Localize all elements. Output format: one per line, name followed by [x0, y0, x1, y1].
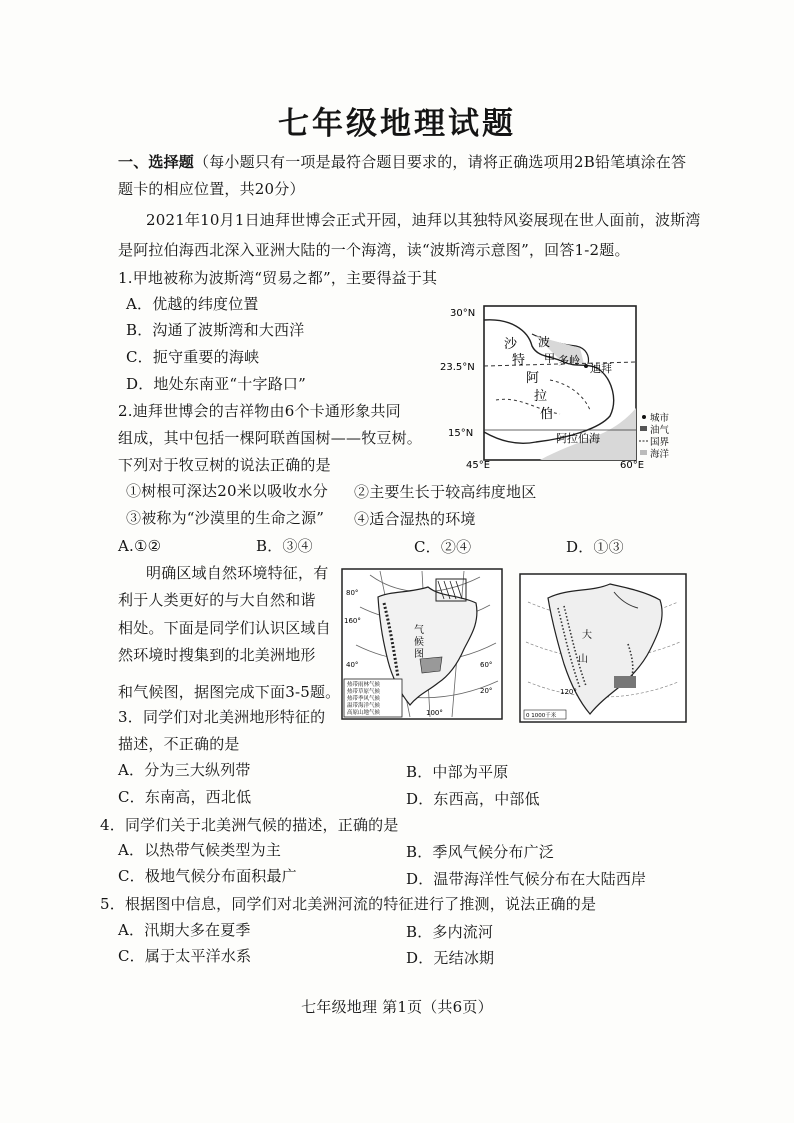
q1-stem: 1.甲地被称为波斯湾“贸易之都”，主要得益于其 — [118, 269, 438, 287]
passage2-line3: 相处。下面是同学们认识区域自 — [118, 619, 331, 637]
map2-lon-60: 60° — [480, 661, 493, 669]
q3-option-a: A．分为三大纵列带 — [118, 761, 251, 779]
q3-line2: 描述，不正确的是 — [118, 735, 240, 753]
map3-label-shan: 山 — [578, 654, 588, 665]
map3-shaded-area — [614, 676, 636, 688]
q2-statement-2: ②主要生长于较高纬度地区 — [354, 483, 537, 501]
page-title: 七年级地理试题 — [278, 106, 516, 142]
q3-line1: 3．同学们对北美洲地形特征的 — [118, 708, 326, 726]
q2-option-b: B．③④ — [256, 537, 313, 555]
q5-option-c: C．属于太平洋水系 — [118, 947, 252, 965]
map1-label-bo2: 伯 — [540, 407, 554, 422]
persian-gulf-map — [440, 300, 690, 472]
passage2-line5: 和气候图，据图完成下面3-5题。 — [118, 683, 341, 701]
q5-stem: 5．根据图中信息，同学们对北美洲河流的特征进行了推测，说法正确的是 — [100, 895, 597, 913]
passage2-line1: 明确区域自然环境特征，有 — [146, 564, 329, 582]
map2-lon-100: 100° — [426, 709, 443, 717]
q1-option-d: D．地处东南亚“十字路口” — [126, 375, 306, 393]
map1-label-jia: 甲 — [544, 352, 555, 365]
map2-lat-20: 20° — [480, 687, 493, 695]
section-heading-line — [118, 152, 686, 172]
map2-legend-1: 热带雨林气候 — [347, 682, 381, 688]
q2-line1: 2.迪拜世博会的吉祥物由6个卡通形象共同 — [118, 402, 401, 420]
map1-legend-city-icon — [642, 415, 646, 419]
section-instruction-2: 题卡的相应位置，共20分） — [118, 180, 305, 198]
map2-label-hou: 候 — [414, 637, 424, 648]
section-instruction-1: （每小题只有一项是最符合题目要求的，请将正确选项用2B铅笔填涂在答 — [194, 153, 687, 171]
passage1-line1: 2021年10月1日迪拜世博会正式开园，迪拜以其独特风姿展现在世人面前，波斯湾 — [146, 211, 701, 229]
map1-label-sha: 沙 — [504, 337, 518, 352]
map1-label-la: 拉 — [534, 389, 548, 404]
passage2-line4: 然环境时搜集到的北美洲地形 — [118, 646, 316, 664]
q2-statement-3: ③被称为“沙漠里的生命之源” — [126, 509, 325, 527]
q3-option-c: C．东南高，西北低 — [118, 788, 252, 806]
map1-lat-15: 15°N — [448, 428, 474, 439]
map1-lon-45: 45°E — [466, 460, 491, 471]
map1-label-strait: 多岭 — [558, 354, 580, 367]
q2-option-a: A.①② — [118, 537, 162, 555]
q2-statement-1: ①树根可深达20米以吸收水分 — [126, 482, 328, 500]
map1-label-bo: 波 — [538, 335, 551, 349]
q4-option-c: C．极地气候分布面积最广 — [118, 867, 297, 885]
map3-scale: 0 1000千米 — [526, 713, 557, 719]
q2-option-d: D．①③ — [566, 538, 624, 556]
q2-statement-4: ④适合湿热的环境 — [354, 510, 476, 528]
q5-option-d: D．无结冰期 — [406, 949, 495, 967]
map1-label-dubai: 迪拜 — [590, 362, 612, 375]
map2-label-tu: 图 — [414, 649, 424, 660]
q2-option-c: C．②④ — [414, 538, 472, 556]
map1-legend-border: 国界 — [650, 437, 670, 448]
map2-legend-4: 温带海洋气候 — [347, 703, 381, 709]
north-america-terrain-map — [518, 572, 688, 724]
map2-lat-40: 40° — [346, 661, 359, 669]
q3-option-d: D．东西高，中部低 — [406, 790, 540, 808]
north-america-climate-map — [340, 567, 504, 721]
page-footer: 七年级地理 第1页（共6页） — [301, 998, 493, 1016]
q4-option-b: B．季风气候分布广泛 — [406, 843, 555, 861]
map1-lat-30: 30°N — [450, 308, 476, 319]
map1-legend-ocean-icon — [640, 450, 647, 455]
map1-legend-oil: 油气 — [650, 425, 670, 436]
map1-legend-ocean: 海洋 — [650, 449, 670, 460]
map2-label-qi: 气 — [414, 625, 424, 636]
map1-legend-oil-icon — [640, 426, 647, 431]
q2-line3: 下列对于牧豆树的说法正确的是 — [118, 456, 331, 474]
q5-option-b: B．多内流河 — [406, 923, 494, 941]
map1-label-te: 特 — [512, 353, 526, 368]
q4-stem: 4．同学们关于北美洲气候的描述，正确的是 — [100, 816, 399, 834]
q1-option-c: C．扼守重要的海峡 — [126, 348, 260, 366]
map2-legend-3: 热带季风气候 — [347, 696, 381, 702]
section-heading: 一、选择题 — [118, 153, 195, 171]
passage2-line2: 利于人类更好的与大自然和谐 — [118, 591, 316, 609]
map2-lat-80: 80° — [346, 589, 359, 597]
map3-lon-120: 120° — [560, 688, 577, 696]
map1-dubai-dot — [584, 364, 588, 368]
q1-option-a: A．优越的纬度位置 — [126, 295, 259, 313]
q4-option-a: A．以热带气候类型为主 — [118, 841, 282, 859]
map2-legend-5: 高原山地气候 — [347, 710, 381, 716]
map1-lat-23: 23.5°N — [440, 362, 475, 373]
map2-lat-160: 160° — [344, 617, 361, 625]
map2-legend-2: 热带草原气候 — [347, 689, 381, 695]
map1-label-arab-sea: 阿拉伯海 — [556, 432, 600, 445]
q5-option-a: A．汛期大多在夏季 — [118, 921, 251, 939]
q2-line2: 组成，其中包括一棵阿联酋国树——牧豆树。 — [118, 429, 423, 447]
map3-label-da: 大 — [582, 630, 592, 641]
q4-option-d: D．温带海洋性气候分布在大陆西岸 — [406, 870, 647, 888]
q1-option-b: B．沟通了波斯湾和大西洋 — [126, 321, 305, 339]
map1-legend-city: 城市 — [650, 413, 670, 424]
q3-option-b: B．中部为平原 — [406, 763, 509, 781]
map1-lon-60: 60°E — [620, 460, 645, 471]
passage1-line2: 是阿拉伯海西北深入亚洲大陆的一个海湾，读“波斯湾示意图”，回答1-2题。 — [118, 241, 630, 259]
map1-label-a: 阿 — [526, 371, 540, 386]
